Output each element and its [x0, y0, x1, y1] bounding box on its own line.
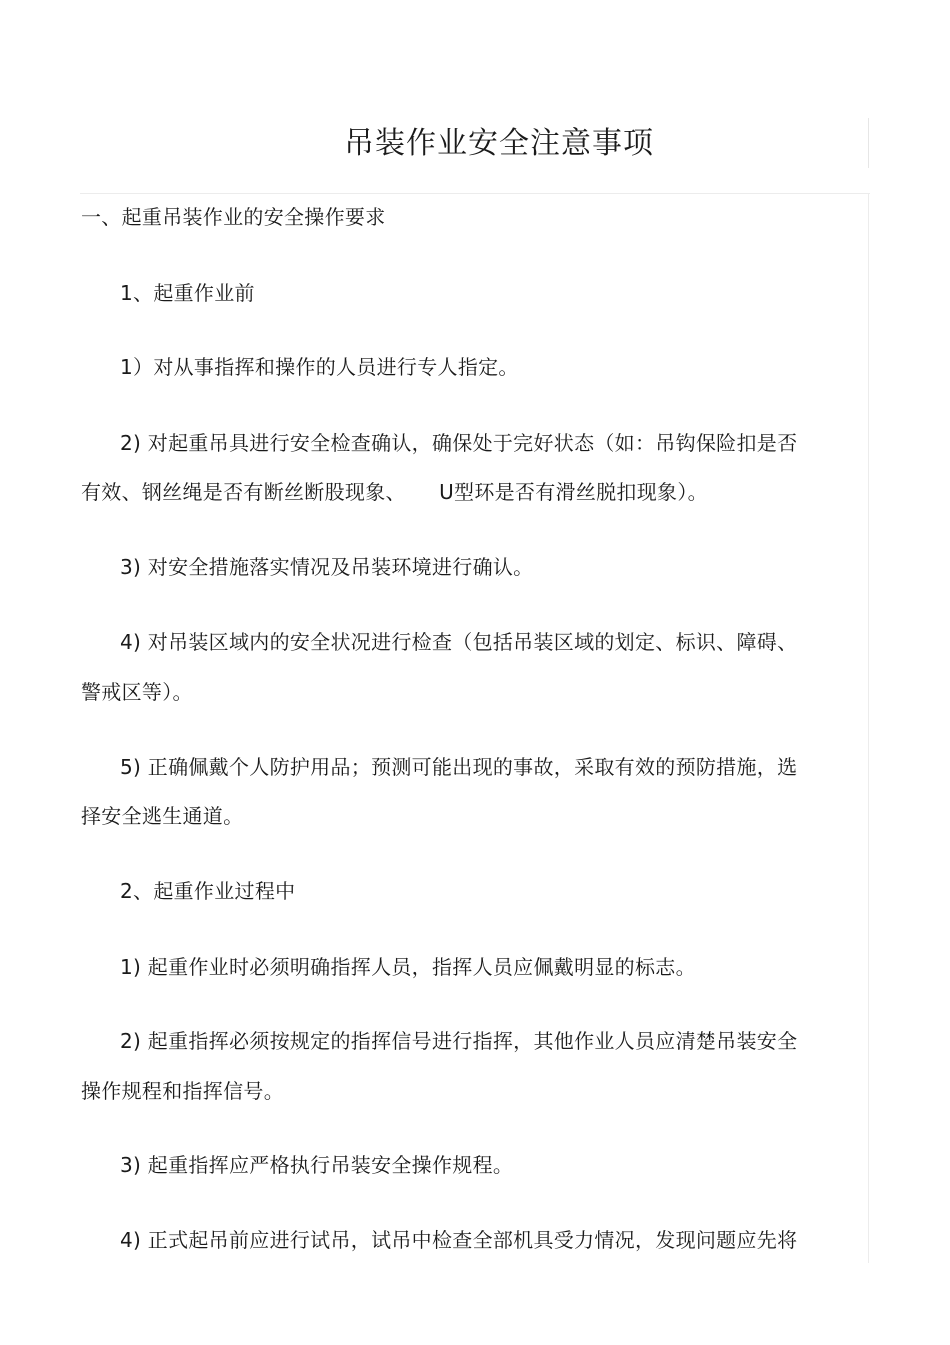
header-divider: [80, 193, 870, 194]
paragraph-line: 有效、钢丝绳是否有断丝断股现象、 U型环是否有滑丝脱扣现象）。: [81, 480, 708, 504]
paragraph-line: 5) 正确佩戴个人防护用品；预测可能出现的事故，采取有效的预防措施，选: [120, 755, 798, 779]
paragraph-line: 择安全逃生通道。: [81, 804, 244, 828]
paragraph-line: 3) 对安全措施落实情况及吊装环境进行确认。: [120, 555, 534, 579]
paragraph-line: 操作规程和指挥信号。: [81, 1079, 284, 1103]
paragraph-line: 4) 对吊装区域内的安全状况进行检查（包括吊装区域的划定、标识、障碍、: [120, 630, 798, 654]
paragraph-line: 4) 正式起吊前应进行试吊，试吊中检查全部机具受力情况，发现问题应先将: [120, 1228, 798, 1252]
paragraph-line: 1) 起重作业时必须明确指挥人员，指挥人员应佩戴明显的标志。: [120, 955, 696, 979]
margin-rule-right: [868, 193, 869, 1263]
subsection-heading: 2、起重作业过程中: [120, 879, 296, 903]
subsection-heading: 1、起重作业前: [120, 281, 255, 305]
section-heading: 一、起重吊装作业的安全操作要求: [81, 205, 386, 229]
paragraph-line: 警戒区等）。: [81, 680, 193, 704]
document-title: 吊装作业安全注意事项: [344, 126, 654, 161]
paragraph-line: 2) 起重指挥必须按规定的指挥信号进行指挥，其他作业人员应清楚吊装安全: [120, 1029, 798, 1053]
paragraph-line: 2) 对起重吊具进行安全检查确认，确保处于完好状态（如：吊钩保险扣是否: [120, 431, 798, 455]
paragraph-line: 3) 起重指挥应严格执行吊装安全操作规程。: [120, 1153, 514, 1177]
paragraph-line: 1）对从事指挥和操作的人员进行专人指定。: [120, 355, 519, 379]
